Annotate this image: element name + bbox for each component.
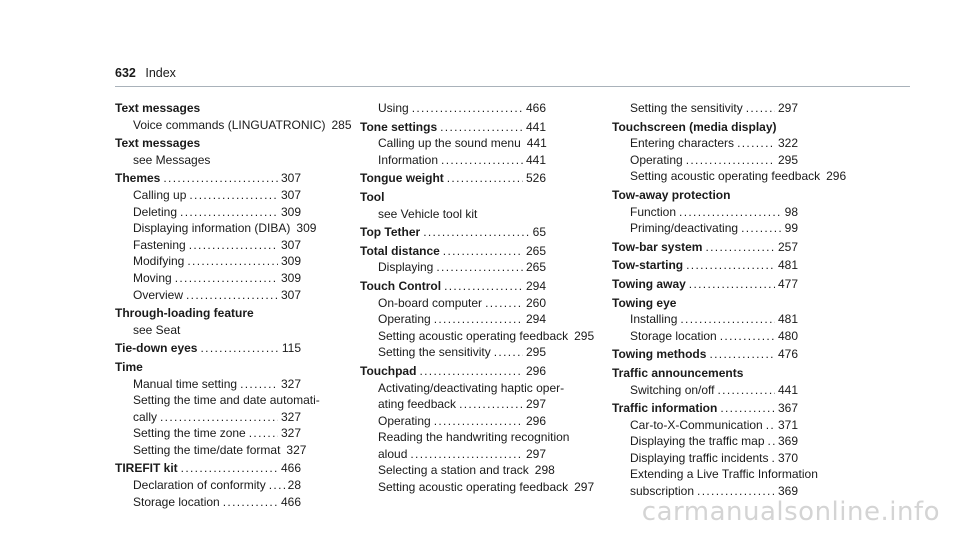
page-reference: 369	[777, 434, 798, 449]
index-heading	[612, 119, 798, 136]
entry-text: ating feedback	[378, 397, 457, 412]
entry-text: Priming/deactivating	[630, 221, 739, 236]
page-reference: 265	[525, 260, 546, 275]
entry-text: Reading the handwriting recognition	[378, 430, 570, 445]
dot-leader	[419, 363, 523, 380]
index-subentry	[360, 429, 570, 446]
index-subentry	[612, 135, 798, 152]
entry-text: Car-to-X-Communication	[630, 417, 763, 432]
entry-text: Displaying information (DIBA)	[133, 221, 291, 236]
dot-leader	[679, 204, 782, 221]
page-reference: 265	[525, 243, 546, 258]
entry-text: Tow-bar system	[612, 239, 703, 254]
index-subentry	[612, 100, 798, 117]
entry-text: subscription	[630, 484, 695, 499]
entry-text: Installing	[630, 312, 678, 327]
dot-leader	[494, 344, 523, 361]
page-reference: 295	[777, 152, 798, 167]
index-subentry	[612, 450, 798, 467]
entry-text: Tow-away protection	[612, 187, 731, 202]
page-reference: 294	[525, 278, 546, 293]
entry-text: Deleting	[133, 204, 178, 219]
index-subentry	[115, 425, 301, 442]
dot-leader	[189, 237, 278, 254]
entry-text: Tongue weight	[360, 171, 444, 186]
entry-text: Switching on/off	[630, 382, 715, 397]
dot-leader	[718, 382, 775, 399]
dot-leader	[686, 257, 775, 274]
dot-leader	[680, 311, 775, 328]
dot-leader	[434, 311, 523, 328]
entry-text: Modifying	[133, 254, 185, 269]
dot-leader	[434, 413, 523, 430]
page-reference: 297	[574, 480, 595, 495]
index-subentry	[360, 462, 555, 479]
entry-text: Tool	[360, 189, 385, 204]
page-reference: 327	[280, 376, 301, 391]
entry-text: Overview	[133, 287, 184, 302]
index-heading	[360, 189, 546, 206]
index-subentry	[360, 344, 546, 361]
index-column-1	[115, 100, 352, 510]
dot-leader	[163, 170, 278, 187]
index-subentry	[612, 382, 798, 399]
entry-text: Towing away	[612, 276, 686, 291]
entry-text: Voice commands (LINGUATRONIC)	[133, 117, 326, 132]
entry-text: Setting acoustic operating feedback	[378, 480, 569, 495]
page-reference: 322	[777, 136, 798, 151]
page-reference: 296	[826, 169, 847, 184]
index-subentry	[115, 287, 301, 304]
page-reference: 295	[525, 345, 546, 360]
index-heading	[612, 257, 798, 274]
dot-leader	[175, 270, 278, 287]
index-subentry	[360, 446, 546, 463]
entry-text: Time	[115, 359, 143, 374]
page-reference: 295	[574, 328, 595, 343]
entry-text: Storage location	[630, 328, 717, 343]
index-subentry	[360, 396, 546, 413]
page-reference: 307	[280, 237, 301, 252]
dot-leader	[240, 376, 278, 393]
page-reference: 466	[280, 494, 301, 509]
page-reference: 441	[525, 119, 546, 134]
entry-text: Towing eye	[612, 295, 677, 310]
dot-leader	[459, 396, 523, 413]
entry-text: Operating	[630, 152, 683, 167]
page-reference: 297	[525, 446, 546, 461]
index-subentry	[115, 376, 301, 393]
entry-text: Tow-starting	[612, 258, 684, 273]
dot-leader	[746, 100, 775, 117]
page-reference: 309	[280, 204, 301, 219]
index-column-2	[360, 100, 595, 496]
entry-text: Tone settings	[360, 119, 438, 134]
page-reference: 28	[287, 478, 301, 493]
index-subentry	[115, 322, 301, 339]
page-reference: 441	[526, 136, 547, 151]
entry-text: Traffic announcements	[612, 365, 744, 380]
dot-leader	[709, 346, 775, 363]
index-subentry	[360, 311, 546, 328]
dot-leader	[436, 259, 523, 276]
entry-text: cally	[133, 409, 158, 424]
index-heading	[115, 359, 301, 376]
index-subentry	[360, 135, 546, 152]
page-reference: 99	[784, 221, 798, 236]
dot-leader	[485, 295, 523, 312]
entry-text: Operating	[378, 312, 431, 327]
index-subentry	[612, 328, 798, 345]
index-subentry	[115, 220, 317, 237]
dot-leader	[720, 328, 775, 345]
index-subentry	[360, 259, 546, 276]
page-reference: 260	[525, 295, 546, 310]
page-reference: 370	[777, 450, 798, 465]
index-subentry	[115, 270, 301, 287]
entry-text: Setting the time and date automati-	[133, 393, 320, 408]
dot-leader	[686, 152, 775, 169]
index-subentry	[115, 409, 301, 426]
dot-leader	[249, 425, 278, 442]
page-reference: 327	[286, 442, 307, 457]
page-reference: 477	[777, 276, 798, 291]
entry-text: Declaration of conformity	[133, 478, 266, 493]
index-heading	[360, 170, 546, 187]
entry-text: Touchpad	[360, 363, 417, 378]
index-subentry	[115, 253, 301, 270]
page-reference: 441	[525, 152, 546, 167]
dot-leader	[200, 340, 278, 357]
page-reference: 115	[281, 341, 301, 356]
entry-text: Setting the sensitivity	[630, 101, 743, 115]
entry-text: Moving	[133, 270, 172, 285]
entry-text: Using	[378, 101, 409, 115]
dot-leader	[189, 187, 278, 204]
page-reference: 309	[280, 254, 301, 269]
page-reference: 466	[280, 461, 301, 476]
entry-text: Entering characters	[630, 136, 735, 151]
entry-text: Setting the time zone	[133, 426, 246, 441]
entry-text: Setting acoustic operating feedback	[630, 169, 821, 184]
index-subentry	[360, 206, 546, 223]
page-reference: 476	[777, 347, 798, 362]
index-subentry	[612, 168, 847, 185]
section-title: Index	[145, 66, 176, 80]
index-subentry	[115, 117, 352, 134]
index-heading	[612, 346, 798, 363]
dot-leader	[187, 253, 278, 270]
dot-leader	[737, 135, 775, 152]
page-reference: 307	[280, 287, 301, 302]
entry-text: Text messages	[115, 101, 201, 115]
page-reference: 307	[280, 171, 301, 186]
index-heading	[360, 363, 546, 380]
page-reference: 285	[331, 117, 352, 132]
index-subentry	[612, 311, 798, 328]
page-reference: 480	[777, 328, 798, 343]
entry-text: TIREFIT kit	[115, 461, 178, 476]
index-subentry	[612, 152, 798, 169]
index-subentry	[115, 237, 301, 254]
index-heading	[612, 365, 798, 382]
page-reference: 294	[525, 312, 546, 327]
entry-text: Touch Control	[360, 278, 442, 293]
dot-leader	[160, 409, 278, 426]
entry-text: Themes	[115, 171, 161, 186]
entry-text: Calling up	[133, 187, 187, 202]
dot-leader	[412, 100, 523, 117]
page-reference: 481	[777, 258, 798, 273]
page-reference: 65	[532, 225, 546, 240]
dot-leader	[186, 287, 278, 304]
page-reference: 441	[777, 382, 798, 397]
entry-text: Displaying traffic incidents	[630, 450, 769, 465]
page-reference: 257	[777, 239, 798, 254]
dot-leader	[447, 170, 523, 187]
entry-text: Setting the time/date format	[133, 442, 281, 457]
index-subentry	[360, 152, 546, 169]
index-subentry	[360, 328, 595, 345]
index-heading	[115, 340, 301, 357]
header-divider	[115, 86, 910, 87]
dot-leader	[440, 119, 523, 136]
index-subentry	[115, 392, 320, 409]
index-heading	[360, 243, 546, 260]
index-heading	[115, 100, 301, 117]
page-reference: 296	[525, 413, 546, 428]
index-subentry	[115, 442, 307, 459]
entry-text: Manual time setting	[133, 376, 238, 391]
entry-text: Touchscreen (media display)	[612, 119, 777, 134]
page-reference: 297	[525, 397, 546, 412]
dot-leader	[443, 243, 523, 260]
index-subentry	[612, 417, 798, 434]
page-reference: 327	[280, 409, 301, 424]
entry-text: Traffic information	[612, 401, 718, 416]
index-subentry	[115, 187, 301, 204]
index-subentry	[612, 433, 798, 450]
index-heading	[612, 187, 798, 204]
entry-text: Tie-down eyes	[115, 341, 198, 356]
entry-text: Setting acoustic operating feedback	[378, 328, 569, 343]
entry-text: Calling up the sound menu	[378, 136, 521, 151]
index-heading	[612, 295, 798, 312]
page-reference: 298	[534, 463, 555, 478]
entry-text: see Vehicle tool kit	[378, 206, 478, 221]
index-subentry	[360, 295, 546, 312]
entry-text: Total distance	[360, 243, 440, 258]
dot-leader	[766, 417, 775, 434]
entry-text: aloud	[378, 446, 408, 461]
entry-text: Extending a Live Traffic Information	[630, 467, 818, 482]
index-subentry	[115, 477, 301, 494]
dot-leader	[423, 224, 529, 241]
entry-text: Setting the sensitivity	[378, 345, 491, 360]
page-reference: 367	[777, 401, 798, 416]
index-heading	[612, 276, 798, 293]
dot-leader	[741, 220, 782, 237]
entry-text: Towing methods	[612, 347, 707, 362]
index-heading	[115, 170, 301, 187]
entry-text: Top Tether	[360, 225, 421, 240]
index-heading	[360, 278, 546, 295]
page-reference: 466	[525, 101, 546, 115]
dot-leader	[772, 450, 775, 467]
index-subentry	[612, 204, 798, 221]
entry-text: Function	[630, 204, 677, 219]
watermark: carmanualsonline.info	[641, 497, 940, 527]
index-heading	[360, 224, 546, 241]
index-subentry	[360, 413, 546, 430]
index-heading	[360, 119, 546, 136]
index-subentry	[360, 100, 546, 117]
entry-text: Displaying	[378, 260, 434, 275]
index-heading	[115, 305, 301, 322]
entry-text: Selecting a station and track	[378, 463, 529, 478]
index-subentry	[115, 494, 301, 511]
dot-leader	[689, 276, 775, 293]
dot-leader	[444, 278, 523, 295]
entry-text: Activating/deactivating haptic oper-	[378, 380, 565, 395]
page-reference: 98	[784, 204, 798, 219]
page-reference: 371	[777, 417, 798, 432]
page-header	[115, 66, 176, 80]
dot-leader	[410, 446, 523, 463]
index-subentry	[115, 152, 301, 169]
entry-text: Information	[378, 152, 439, 167]
page-reference: 309	[296, 221, 317, 236]
dot-leader	[705, 239, 775, 256]
dot-leader	[441, 152, 523, 169]
index-subentry	[360, 479, 595, 496]
index-subentry	[612, 220, 798, 237]
index-heading	[612, 400, 798, 417]
entry-text: Through-loading feature	[115, 306, 254, 321]
index-subentry	[115, 204, 301, 221]
index-subentry	[360, 380, 565, 397]
index-subentry	[612, 466, 818, 483]
dot-leader	[269, 477, 285, 494]
page-reference: 327	[280, 426, 301, 441]
index-column-3	[612, 100, 847, 500]
entry-text: Fastening	[133, 237, 186, 252]
index-heading	[115, 135, 301, 152]
dot-leader	[181, 460, 278, 477]
page-reference: 296	[525, 363, 546, 378]
dot-leader	[180, 204, 278, 221]
page-reference: 526	[525, 171, 546, 186]
page-reference: 369	[777, 484, 798, 499]
dot-leader	[720, 400, 775, 417]
index-heading	[612, 239, 798, 256]
entry-text: On-board computer	[378, 295, 483, 310]
dot-leader	[223, 494, 278, 511]
entry-text: Operating	[378, 413, 431, 428]
page-reference: 297	[777, 101, 798, 115]
entry-text: Storage location	[133, 494, 220, 509]
entry-text: Displaying the traffic map	[630, 434, 765, 449]
page-number: 632	[115, 66, 136, 80]
page-reference: 309	[280, 270, 301, 285]
entry-text: Text messages	[115, 136, 201, 151]
page-reference: 481	[777, 312, 798, 327]
entry-text: see Messages	[133, 152, 211, 167]
page-reference: 307	[280, 187, 301, 202]
index-heading	[115, 460, 301, 477]
dot-leader	[768, 433, 775, 450]
entry-text: see Seat	[133, 322, 181, 337]
